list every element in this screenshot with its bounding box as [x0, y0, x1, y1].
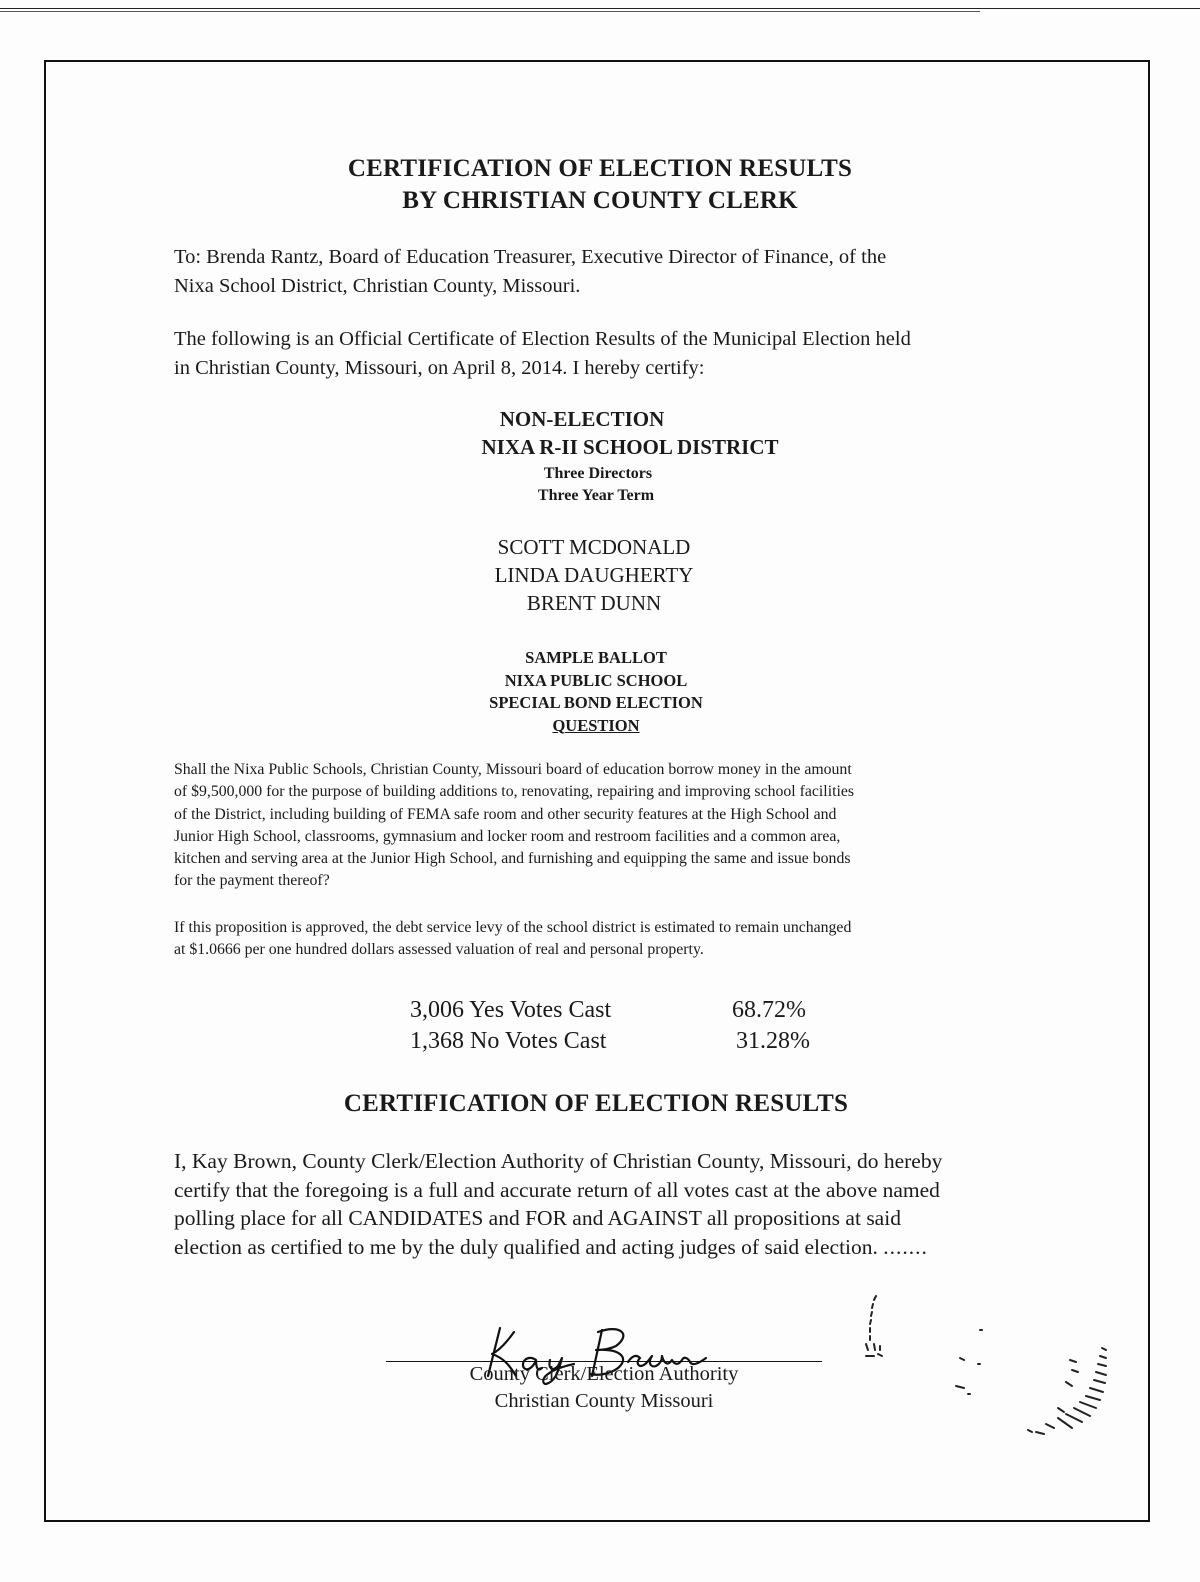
document-title-line-1: CERTIFICATION OF ELECTION RESULTS [347, 155, 853, 182]
district-name: NIXA R-II SCHOOL DISTRICT [481, 435, 779, 459]
cert-line: election as certified to me by the duly qualified and acting judges of said election. ....... [174, 1234, 928, 1259]
cert-line: polling place for all CANDIDATES and FOR and AGAINST all propositions at said [174, 1206, 901, 1230]
question-line: Junior High School, classrooms, gymnasium and locker room and restroom facilities and a common area, [174, 827, 841, 845]
levy-line: If this proposition is approved, the debt service levy of the school district is estimated to remain unchanged [174, 919, 852, 936]
cert-line: certify that the foregoing is a full and accurate return of all votes cast at the above named [174, 1177, 940, 1202]
embossed-seal-marks [840, 1290, 1120, 1465]
term-line: Three Year Term [537, 487, 655, 504]
certification-heading: CERTIFICATION OF ELECTION RESULTS [343, 1090, 849, 1117]
addressee-line-1: To: Brenda Rantz, Board of Education Treasurer, Executive Director of Finance, of the [174, 246, 887, 268]
no-percent: 31.28% [736, 1028, 810, 1054]
yes-percent: 68.72% [732, 997, 806, 1023]
question-line: of $9,500,000 for the purpose of building additions to, renovating, repairing and improving school facilities [174, 783, 855, 801]
candidate-list [0, 533, 1194, 617]
ballot-question [174, 759, 854, 893]
document-title-line-2: BY CHRISTIAN COUNTY CLERK [402, 187, 798, 214]
ballot-line-1: SAMPLE BALLOT [525, 648, 667, 667]
question-line: of the District, including building of FEMA safe room and other security features at the High School and [174, 805, 837, 823]
seats-line: Three Directors [543, 465, 653, 482]
signature-line [386, 1361, 822, 1362]
levy-line: at $1.0666 per one hundred dollars assessed valuation of real and personal property. [174, 941, 704, 959]
certification-text [174, 1147, 942, 1261]
scan-edge-line [0, 8, 1200, 9]
cert-line: I, Kay Brown, County Clerk/Election Authority of Christian County, Missouri, do hereby [174, 1149, 943, 1173]
no-votes: 1,368 No Votes Cast [410, 1028, 607, 1054]
non-election-heading: NON-ELECTION [499, 407, 665, 431]
ballot-line-3: SPECIAL BOND ELECTION [489, 693, 703, 712]
intro-paragraph [174, 325, 911, 383]
scan-edge-line-2 [0, 11, 980, 12]
yes-votes: 3,006 Yes Votes Cast [410, 997, 612, 1023]
candidate-name: LINDA DAUGHERTY [494, 563, 694, 587]
ballot-heading [0, 647, 1196, 737]
candidate-name: BRENT DUNN [526, 591, 662, 615]
ballot-line-4: QUESTION [552, 715, 640, 735]
candidate-name: SCOTT MCDONALD [497, 535, 691, 559]
addressee-line-2: Nixa School District, Christian County, Missouri. [174, 275, 581, 297]
intro-line-1: The following is an Official Certificate of Election Results of the Municipal Election held [174, 328, 911, 350]
signer-county: Christian County Missouri [494, 1390, 714, 1412]
signer-title: County Clerk/Election Authority [469, 1363, 739, 1385]
addressee [174, 243, 886, 301]
ballot-line-2: NIXA PUBLIC SCHOOL [504, 670, 688, 690]
intro-line-2: in Christian County, Missouri, on April 8, 2014. I hereby certify: [174, 357, 705, 379]
question-line: Shall the Nixa Public Schools, Christian County, Missouri board of education borrow money in the amount [174, 761, 852, 778]
question-line: for the payment thereof? [174, 872, 330, 890]
levy-statement [174, 917, 851, 962]
question-line: kitchen and serving area at the Junior High School, and furnishing and equipping the same and issue bonds [174, 850, 851, 868]
